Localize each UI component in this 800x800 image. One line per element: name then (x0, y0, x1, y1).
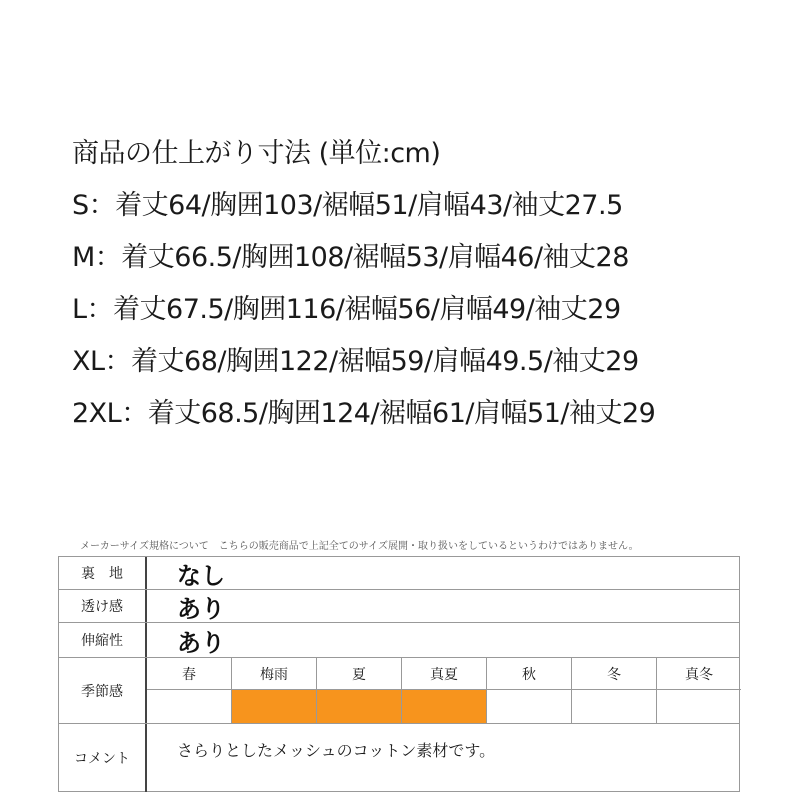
season-mark-spring (147, 690, 231, 723)
season-header-autumn: 秋 (487, 658, 571, 690)
size-disclaimer: メーカーサイズ規格について こちらの販売商品で上記全てのサイズ展開・取り扱いをしているというわけではありません。 (80, 541, 639, 552)
season-mark-summer (317, 690, 401, 723)
season-header-spring: 春 (147, 658, 231, 690)
season-header-rainy: 梅雨 (232, 658, 316, 690)
size-line-l: L：着丈67.5/胸囲116/裾幅56/肩幅49/袖丈29 (72, 294, 621, 325)
row-label-season: 季節感 (81, 683, 123, 700)
size-line-xl: XL：着丈68/胸囲122/裾幅59/肩幅49.5/袖丈29 (72, 346, 639, 377)
size-line-2xl: 2XL：着丈68.5/胸囲124/裾幅61/肩幅51/袖丈29 (72, 398, 656, 429)
row-sheer (59, 590, 739, 623)
row-label-sheer: 透け感 (81, 599, 123, 615)
row-comment (59, 724, 739, 792)
size-line-m: M：着丈66.5/胸囲108/裾幅53/肩幅46/袖丈28 (72, 242, 629, 273)
row-label-comment: コメント (74, 751, 130, 767)
season-cell-autumn (487, 658, 572, 723)
season-mark-autumn (487, 690, 571, 723)
season-header-midsummer: 真夏 (402, 658, 486, 690)
size-line-s: S：着丈64/胸囲103/裾幅51/肩幅43/袖丈27.5 (72, 190, 623, 221)
season-mark-winter (572, 690, 656, 723)
season-cell-midsummer (402, 658, 487, 723)
season-cell-summer (317, 658, 402, 723)
spec-table (58, 556, 740, 792)
season-grid (147, 658, 739, 723)
season-cell-winter (572, 658, 657, 723)
row-stretch (59, 623, 739, 658)
season-header-midwinter: 真冬 (657, 658, 741, 690)
season-header-winter: 冬 (572, 658, 656, 690)
row-value-comment: さらりとしたメッシュのコットン素材です。 (177, 741, 496, 760)
row-lining (59, 557, 739, 590)
season-cell-rainy (232, 658, 317, 723)
size-block (72, 128, 655, 440)
row-label-lining: 裏 地 (81, 566, 123, 582)
season-mark-rainy (232, 690, 316, 723)
season-header-summer: 夏 (317, 658, 401, 690)
row-value-lining: なし (177, 561, 225, 590)
season-cell-spring (147, 658, 232, 723)
season-cell-midwinter (657, 658, 741, 723)
row-value-sheer: あり (177, 594, 225, 623)
season-mark-midwinter (657, 690, 741, 723)
size-heading: 商品の仕上がり寸法 (単位:cm) (72, 138, 441, 169)
row-season (59, 658, 739, 724)
row-value-stretch: あり (177, 628, 225, 657)
season-mark-midsummer (402, 690, 486, 723)
row-label-stretch: 伸縮性 (81, 633, 123, 649)
